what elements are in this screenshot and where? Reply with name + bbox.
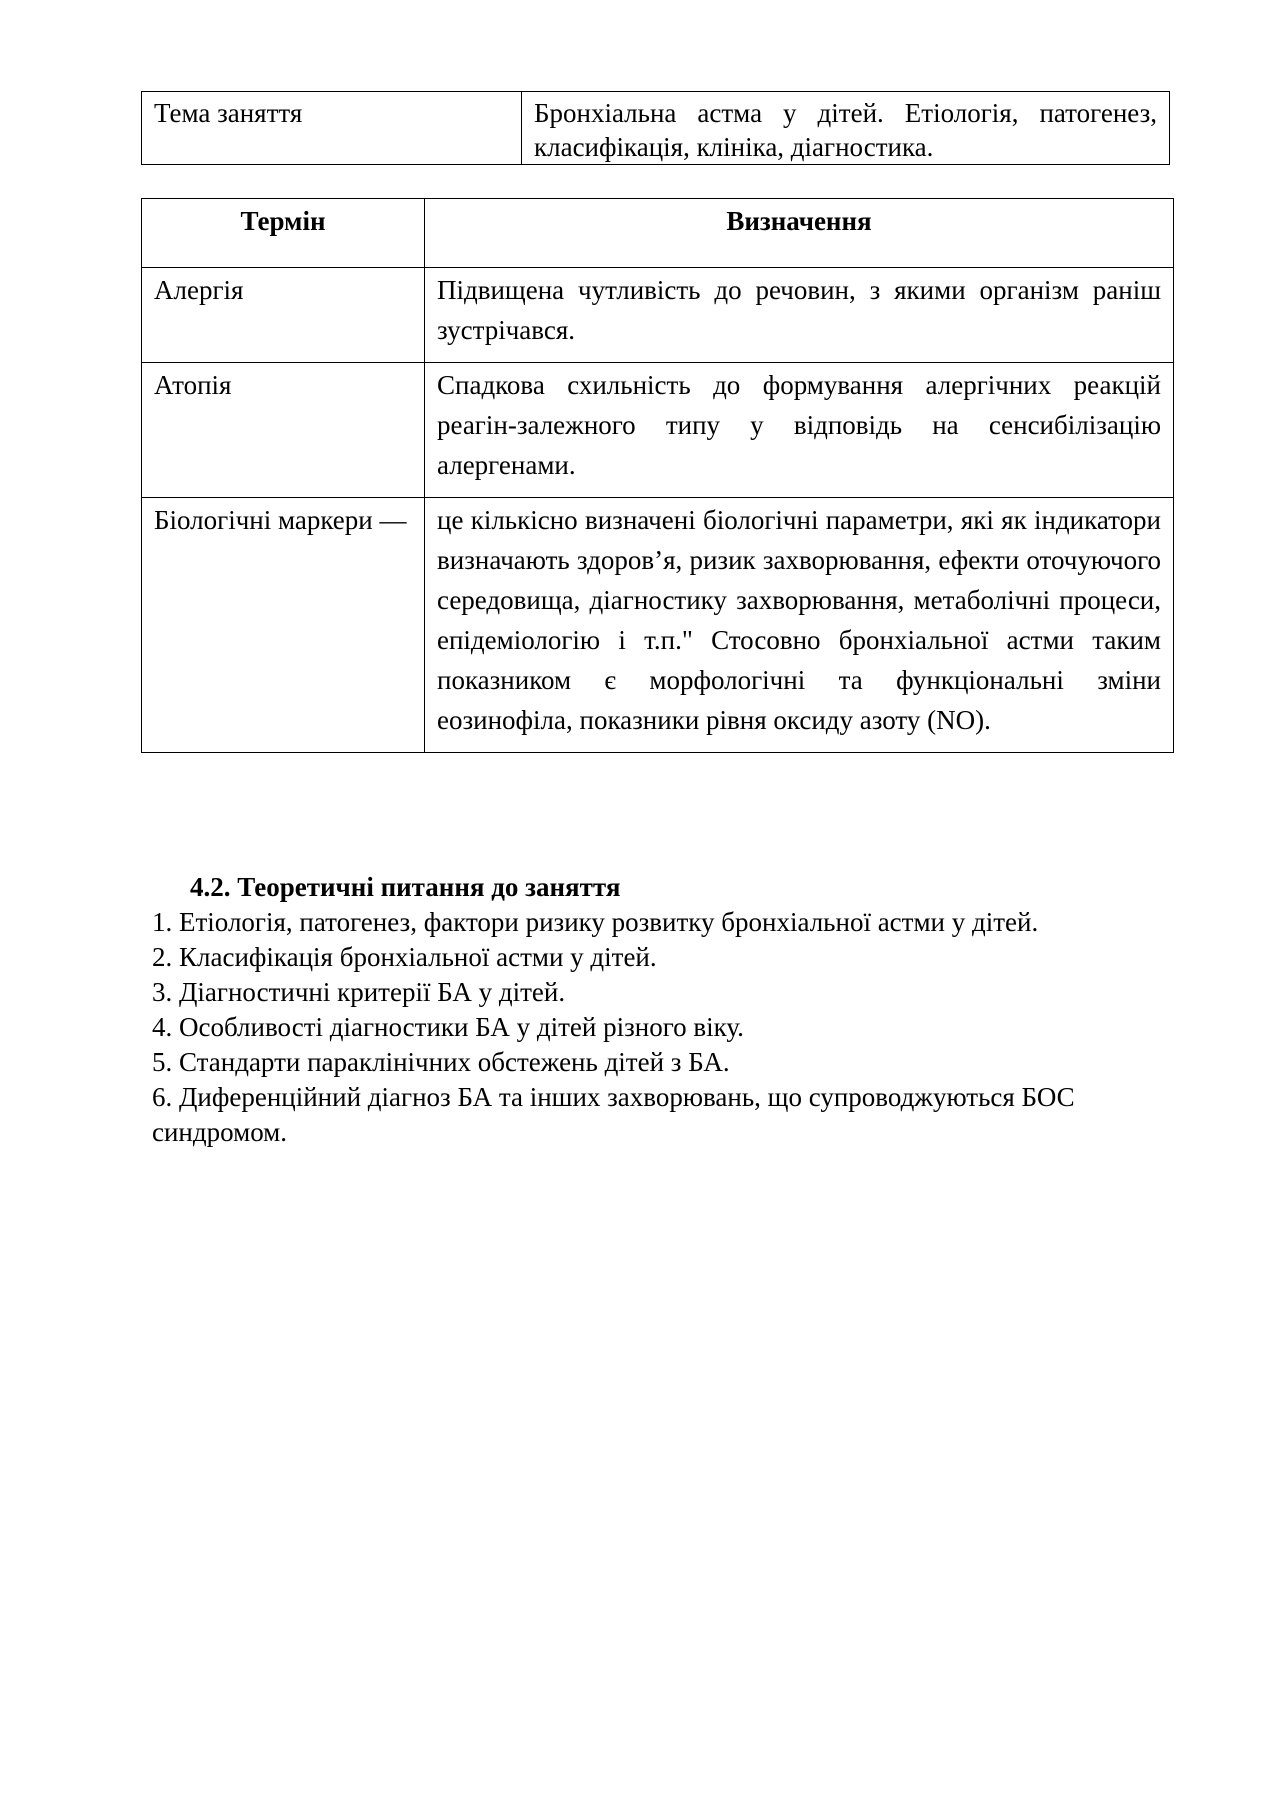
list-item: 2. Класифікація бронхіальної астми у дітей. <box>152 942 657 972</box>
list-item: 6. Диференційний діагноз БА та інших захворювань, що супроводжуються БОС синдромом. <box>152 1082 1075 1147</box>
definition-cell: Підвищена чутливість до речовин, з якими організм раніш зустрічався. <box>425 268 1174 363</box>
terms-table <box>141 198 1174 753</box>
term-cell: Алергія <box>142 268 425 363</box>
topic-value: Бронхіальна астма у дітей. Етіологія, патогенез, класифікація, клініка, діагностика. <box>522 92 1170 165</box>
table-row <box>142 268 1174 363</box>
header-definition: Визначення <box>425 199 1174 268</box>
definition-cell: Спадкова схильність до формування алергічних реакцій реагін-залежного типу у відповідь на сенсибілізацію алергенами. <box>425 363 1174 498</box>
header-term: Термін <box>142 199 425 268</box>
topic-label: Тема заняття <box>142 92 522 165</box>
theory-questions-section <box>152 870 1187 1150</box>
list-item: 5. Стандарти параклінічних обстежень дітей з БА. <box>152 1047 730 1077</box>
section-title: 4.2. Теоретичні питання до заняття <box>190 872 621 902</box>
table-row <box>142 363 1174 498</box>
list-item: 4. Особливості діагностики БА у дітей різного віку. <box>152 1012 744 1042</box>
term-cell: Біологічні маркери — <box>142 498 425 753</box>
topic-row <box>142 92 1170 165</box>
list-item: 1. Етіологія, патогенез, фактори ризику розвитку бронхіальної астми у дітей. <box>152 907 1039 937</box>
terms-header-row <box>142 199 1174 268</box>
definition-cell: це кількісно визначені біологічні параметри, які як індикатори визначають здоров’я, ризик захворювання, ефекти оточуючого середовища, діагностику захворювання, метаболічні процеси, епідеміологію і т.п." Стосовно бронхіальної астми таким показником є морфологічні та функціональні зміни еозинофіла, показники рівня оксиду азоту (NO). <box>425 498 1174 753</box>
table-row <box>142 498 1174 753</box>
list-item: 3. Діагностичні критерії БА у дітей. <box>152 977 566 1007</box>
topic-table <box>141 91 1170 165</box>
term-cell: Атопія <box>142 363 425 498</box>
